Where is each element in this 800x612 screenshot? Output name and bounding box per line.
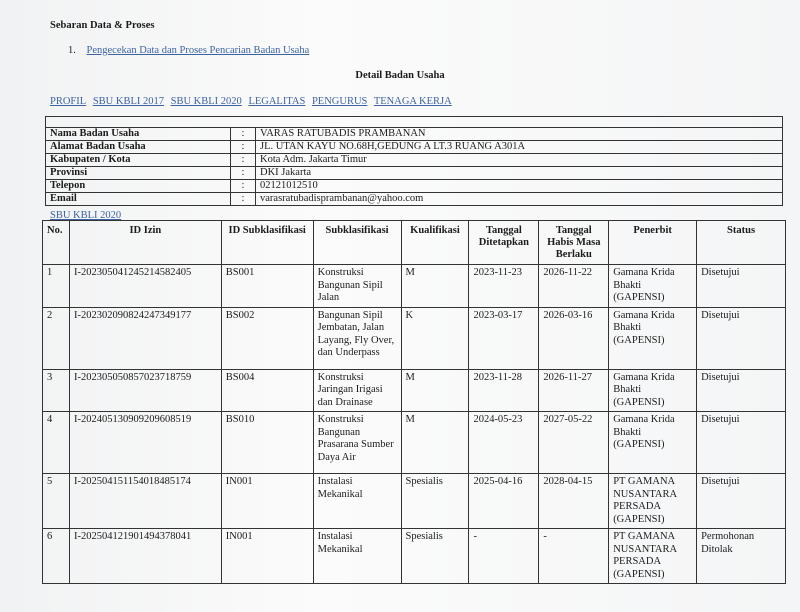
cell-penerbit: Gamana Krida Bhakti (GAPENSI) xyxy=(609,369,697,412)
cell-penerbit: Gamana Krida Bhakti (GAPENSI) xyxy=(609,412,697,474)
cell-id-sub: BS004 xyxy=(221,369,313,412)
cell-kualifikasi: Spesialis xyxy=(401,529,469,584)
cell-id-sub: IN001 xyxy=(221,529,313,584)
cell-sub: Konstruksi Jaringan Irigasi dan Drainase xyxy=(313,369,401,412)
cell-id-izin: I-202305050857023718759 xyxy=(69,369,221,412)
cell-id-sub: IN001 xyxy=(221,474,313,529)
info-row xyxy=(46,193,783,206)
table-row xyxy=(43,369,786,412)
cell-no: 3 xyxy=(43,369,70,412)
info-separator: : xyxy=(231,180,256,193)
info-separator: : xyxy=(231,167,256,180)
cell-id-sub: BS001 xyxy=(221,265,313,308)
cell-kualifikasi: Spesialis xyxy=(401,474,469,529)
info-value: varasratubadisprambanan@yahoo.com xyxy=(256,193,783,206)
info-label: Nama Badan Usaha xyxy=(46,128,231,141)
cell-status: Disetujui xyxy=(697,412,786,474)
cell-ditetapkan: 2023-11-23 xyxy=(469,265,539,308)
header-no: No. xyxy=(43,221,70,265)
list-item xyxy=(68,45,309,56)
header-penerbit: Penerbit xyxy=(609,221,697,265)
info-row xyxy=(46,128,783,141)
cell-ditetapkan: 2024-05-23 xyxy=(469,412,539,474)
tab-profil[interactable]: PROFIL xyxy=(50,96,87,107)
table-header-row xyxy=(43,221,786,265)
cell-ditetapkan: 2023-11-28 xyxy=(469,369,539,412)
info-value: JL. UTAN KAYU NO.68H,GEDUNG A LT.3 RUANG A301A xyxy=(256,141,783,154)
sbu-caption[interactable]: SBU KBLI 2020 xyxy=(50,210,122,221)
cell-status: Disetujui xyxy=(697,265,786,308)
cell-status: Permohonan Ditolak xyxy=(697,529,786,584)
section-title: Sebaran Data & Proses xyxy=(50,20,155,31)
table-row xyxy=(43,412,786,474)
tab-legalitas[interactable]: LEGALITAS xyxy=(248,96,306,107)
info-value: Kota Adm. Jakarta Timur xyxy=(256,154,783,167)
cell-id-sub: BS002 xyxy=(221,307,313,369)
cell-kualifikasi: K xyxy=(401,307,469,369)
detail-title: Detail Badan Usaha xyxy=(355,70,445,81)
info-separator: : xyxy=(231,141,256,154)
header-kualifikasi: Kualifikasi xyxy=(401,221,469,265)
cell-habis: 2026-03-16 xyxy=(539,307,609,369)
cell-penerbit: PT GAMANA NUSANTARA PERSADA (GAPENSI) xyxy=(609,474,697,529)
info-label: Kabupaten / Kota xyxy=(46,154,231,167)
tab-bar xyxy=(50,96,456,107)
cell-no: 6 xyxy=(43,529,70,584)
info-label: Telepon xyxy=(46,180,231,193)
cell-sub: Bangunan Sipil Jembatan, Jalan Layang, Fly Over, dan Underpass xyxy=(313,307,401,369)
cell-no: 5 xyxy=(43,474,70,529)
info-label: Email xyxy=(46,193,231,206)
cell-kualifikasi: M xyxy=(401,265,469,308)
cell-id-izin: I-202305041245214582405 xyxy=(69,265,221,308)
cell-id-izin: I-202405130909209608519 xyxy=(69,412,221,474)
cell-status: Disetujui xyxy=(697,307,786,369)
cell-sub: Konstruksi Bangunan Prasarana Sumber Daya Air xyxy=(313,412,401,474)
header-id-izin: ID Izin xyxy=(69,221,221,265)
cell-status: Disetujui xyxy=(697,474,786,529)
cell-sub: Instalasi Mekanikal xyxy=(313,474,401,529)
info-row xyxy=(46,180,783,193)
cell-habis: 2027-05-22 xyxy=(539,412,609,474)
cell-kualifikasi: M xyxy=(401,369,469,412)
info-row xyxy=(46,167,783,180)
cell-penerbit: Gamana Krida Bhakti (GAPENSI) xyxy=(609,265,697,308)
header-status: Status xyxy=(697,221,786,265)
cell-penerbit: Gamana Krida Bhakti (GAPENSI) xyxy=(609,307,697,369)
info-value: DKI Jakarta xyxy=(256,167,783,180)
cell-status: Disetujui xyxy=(697,369,786,412)
tab-pengurus[interactable]: PENGURUS xyxy=(311,96,368,107)
header-subklasifikasi: Subklasifikasi xyxy=(313,221,401,265)
info-separator: : xyxy=(231,128,256,141)
cell-sub: Instalasi Mekanikal xyxy=(313,529,401,584)
cell-ditetapkan: 2025-04-16 xyxy=(469,474,539,529)
info-row xyxy=(46,141,783,154)
cell-sub: Konstruksi Bangunan Sipil Jalan xyxy=(313,265,401,308)
company-info-table xyxy=(45,116,783,206)
cell-ditetapkan: - xyxy=(469,529,539,584)
sbu-table xyxy=(42,220,786,584)
cell-habis: 2028-04-15 xyxy=(539,474,609,529)
table-row xyxy=(43,474,786,529)
tab-tenaga-kerja[interactable]: TENAGA KERJA xyxy=(373,96,452,107)
info-label: Alamat Badan Usaha xyxy=(46,141,231,154)
cell-habis: - xyxy=(539,529,609,584)
table-row xyxy=(43,265,786,308)
info-value: 02121012510 xyxy=(256,180,783,193)
info-separator: : xyxy=(231,154,256,167)
cell-id-izin: I-202504121901494378041 xyxy=(69,529,221,584)
cell-kualifikasi: M xyxy=(401,412,469,474)
cell-habis: 2026-11-27 xyxy=(539,369,609,412)
tab-sbu-kbli-2017[interactable]: SBU KBLI 2017 xyxy=(92,96,164,107)
info-row xyxy=(46,117,783,128)
cell-habis: 2026-11-22 xyxy=(539,265,609,308)
cell-penerbit: PT GAMANA NUSANTARA PERSADA (GAPENSI) xyxy=(609,529,697,584)
cell-no: 2 xyxy=(43,307,70,369)
header-tanggal-ditetapkan: Tanggal Ditetapkan xyxy=(469,221,539,265)
process-link[interactable]: Pengecekan Data dan Proses Pencarian Badan Usaha xyxy=(86,45,310,56)
cell-id-izin: I-202302090824247349177 xyxy=(69,307,221,369)
header-tanggal-habis: Tanggal Habis Masa Berlaku xyxy=(539,221,609,265)
cell-no: 4 xyxy=(43,412,70,474)
cell-id-izin: I-202504151154018485174 xyxy=(69,474,221,529)
list-number: 1. xyxy=(68,45,76,56)
info-label: Provinsi xyxy=(46,167,231,180)
info-value: VARAS RATUBADIS PRAMBANAN xyxy=(256,128,783,141)
cell-id-sub: BS010 xyxy=(221,412,313,474)
table-row xyxy=(43,307,786,369)
cell-ditetapkan: 2023-03-17 xyxy=(469,307,539,369)
info-separator: : xyxy=(231,193,256,206)
header-id-subklasifikasi: ID Subklasifikasi xyxy=(221,221,313,265)
table-row xyxy=(43,529,786,584)
info-row xyxy=(46,154,783,167)
tab-sbu-kbli-2020[interactable]: SBU KBLI 2020 xyxy=(170,96,242,107)
cell-no: 1 xyxy=(43,265,70,308)
